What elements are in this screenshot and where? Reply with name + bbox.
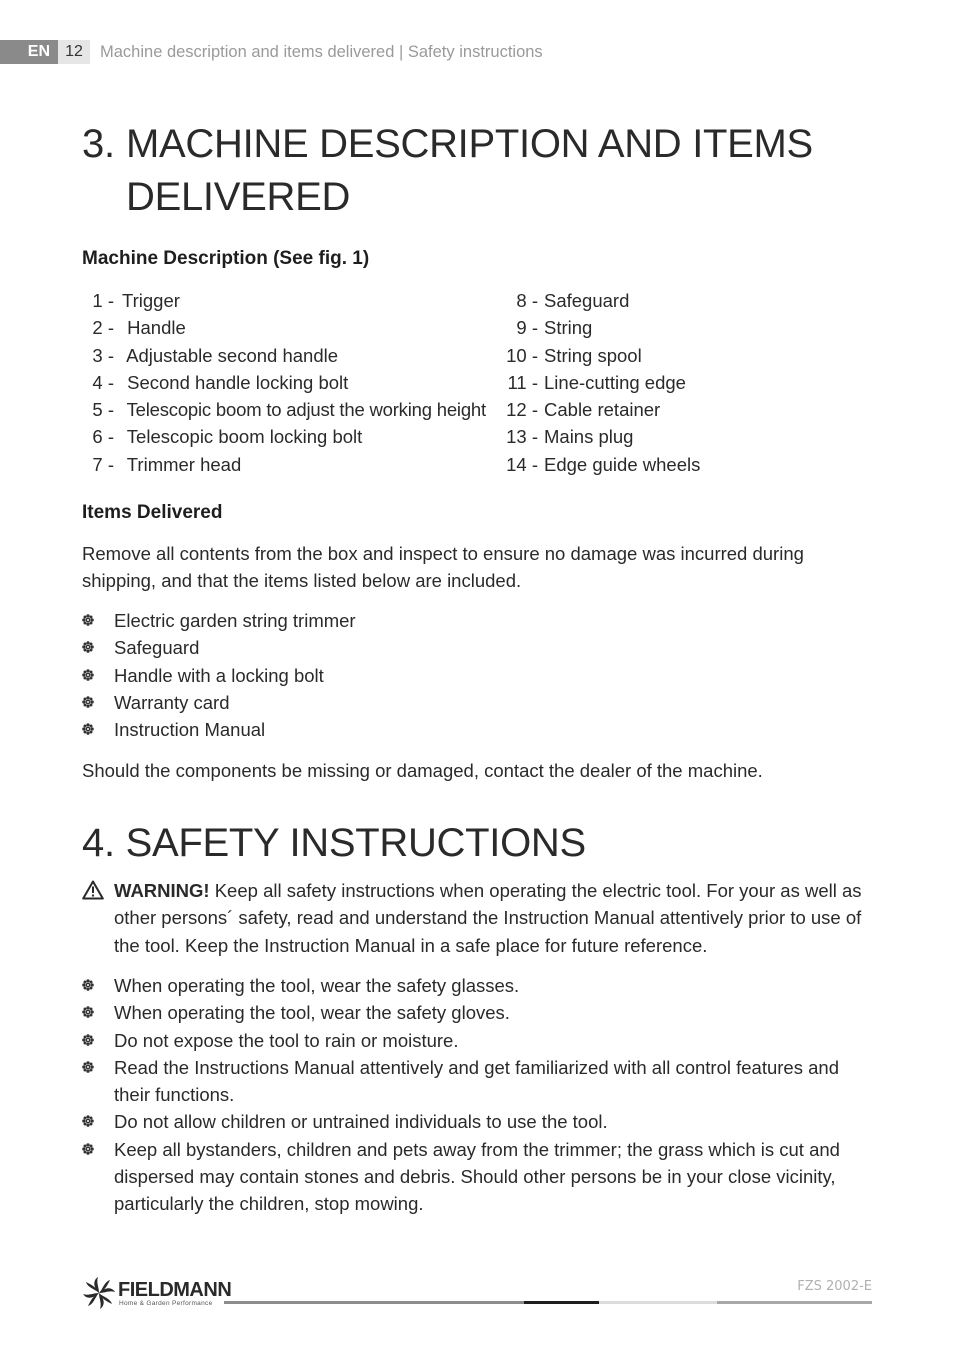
items-delivered-heading: Items Delivered [82, 502, 223, 523]
list-item: Do not allow children or untrained individuals to use the tool. [82, 1108, 872, 1135]
section-4-title-text: SAFETY INSTRUCTIONS [125, 821, 586, 865]
items-outro-paragraph: Should the components be missing or damaged, contact the dealer of the machine. [82, 760, 763, 781]
safety-list [82, 972, 872, 1218]
flower-bullet-icon [82, 1034, 94, 1046]
items-intro-paragraph: Remove all contents from the box and inspect to ensure no damage was incurred during shipping, and that the items listed below are included. [82, 543, 804, 592]
page-number: 12 [58, 40, 90, 64]
part-item-1: 1 - Trigger [92, 290, 180, 311]
section-4-number: 4. [82, 821, 115, 865]
section-3-title-line1: MACHINE DESCRIPTION AND ITEMS [126, 122, 813, 166]
model-number: FZS 2002-E [797, 1279, 872, 1294]
items-list [82, 607, 872, 743]
brand-name: FIELDMANN [118, 1279, 232, 1301]
part-item-3: 3 - Adjustable second handle [92, 344, 339, 366]
part-item-9: 9 - String [516, 317, 593, 339]
parts-list-right [500, 287, 860, 478]
list-item: When operating the tool, wear the safety gloves. [82, 999, 872, 1026]
section-4-title [82, 817, 586, 869]
section-3-title-line2: DELIVERED [126, 175, 351, 219]
flower-bullet-icon [82, 723, 94, 735]
warning-text: Keep all safety instructions when operating the electric tool. For your as well as other persons´ safety, read and understand the Instruction Manual attentively prior to use of the tool. Keep the Instruction Manual in a safe place for future reference. [114, 880, 862, 956]
part-item-8: 8 - Safeguard [516, 290, 630, 311]
parts-list-left [82, 287, 502, 478]
footer-bar-segment [524, 1301, 599, 1304]
footer-bar-segment [599, 1301, 717, 1304]
fieldmann-swirl-logo [82, 1276, 116, 1310]
flower-bullet-icon [82, 669, 94, 681]
brand-tagline: Home & Garden Performance [119, 1300, 213, 1307]
list-item: Keep all bystanders, children and pets away from the trimmer; the grass which is cut and dispersed may contain stones and debris. Should other persons be in your close vicinity, particularly the children, stop mowing. [82, 1136, 872, 1218]
warning-triangle-icon [82, 880, 104, 900]
section-3-title [82, 118, 813, 170]
running-header: Machine description and items delivered | Safety instructions [100, 43, 543, 61]
flower-bullet-icon [82, 1006, 94, 1018]
section-3-number: 3. [82, 122, 115, 166]
flower-bullet-icon [82, 1143, 94, 1155]
flower-bullet-icon [82, 1061, 94, 1073]
machine-description-heading: Machine Description (See fig. 1) [82, 248, 370, 269]
list-item: When operating the tool, wear the safety glasses. [82, 972, 872, 999]
flower-bullet-icon [82, 641, 94, 653]
part-item-2: 2 - Handle [92, 317, 186, 339]
footer-bar-segment [717, 1301, 872, 1304]
list-item: Safeguard [82, 634, 872, 661]
part-item-7: 7 - Trimmer head [92, 453, 242, 475]
list-item: Electric garden string trimmer [82, 607, 872, 634]
list-item: Handle with a locking bolt [82, 662, 872, 689]
part-item-13: 13 - Mains plug [506, 426, 634, 448]
warning-label: WARNING! [114, 880, 210, 901]
part-item-5: 5 - Telescopic boom to adjust the working height [92, 399, 486, 421]
list-item: Instruction Manual [82, 716, 872, 743]
flower-bullet-icon [82, 614, 94, 626]
footer-bar-segment [224, 1301, 524, 1304]
part-item-10: 10 - String spool [506, 344, 642, 366]
part-item-11: 11 - Line-cutting edge [507, 371, 686, 393]
flower-bullet-icon [82, 696, 94, 708]
part-item-4: 4 - Second handle locking bolt [92, 371, 349, 393]
part-item-6: 6 - Telescopic boom locking bolt [92, 426, 363, 448]
list-item: Warranty card [82, 689, 872, 716]
flower-bullet-icon [82, 1115, 94, 1127]
warning-block [82, 877, 872, 959]
part-item-12: 12 - Cable retainer [506, 399, 661, 421]
list-item: Read the Instructions Manual attentively and get familiarized with all control features and their functions. [82, 1054, 872, 1109]
language-tag: EN [0, 40, 58, 64]
list-item: Do not expose the tool to rain or moisture. [82, 1027, 872, 1054]
part-item-14: 14 - Edge guide wheels [506, 453, 701, 475]
flower-bullet-icon [82, 979, 94, 991]
